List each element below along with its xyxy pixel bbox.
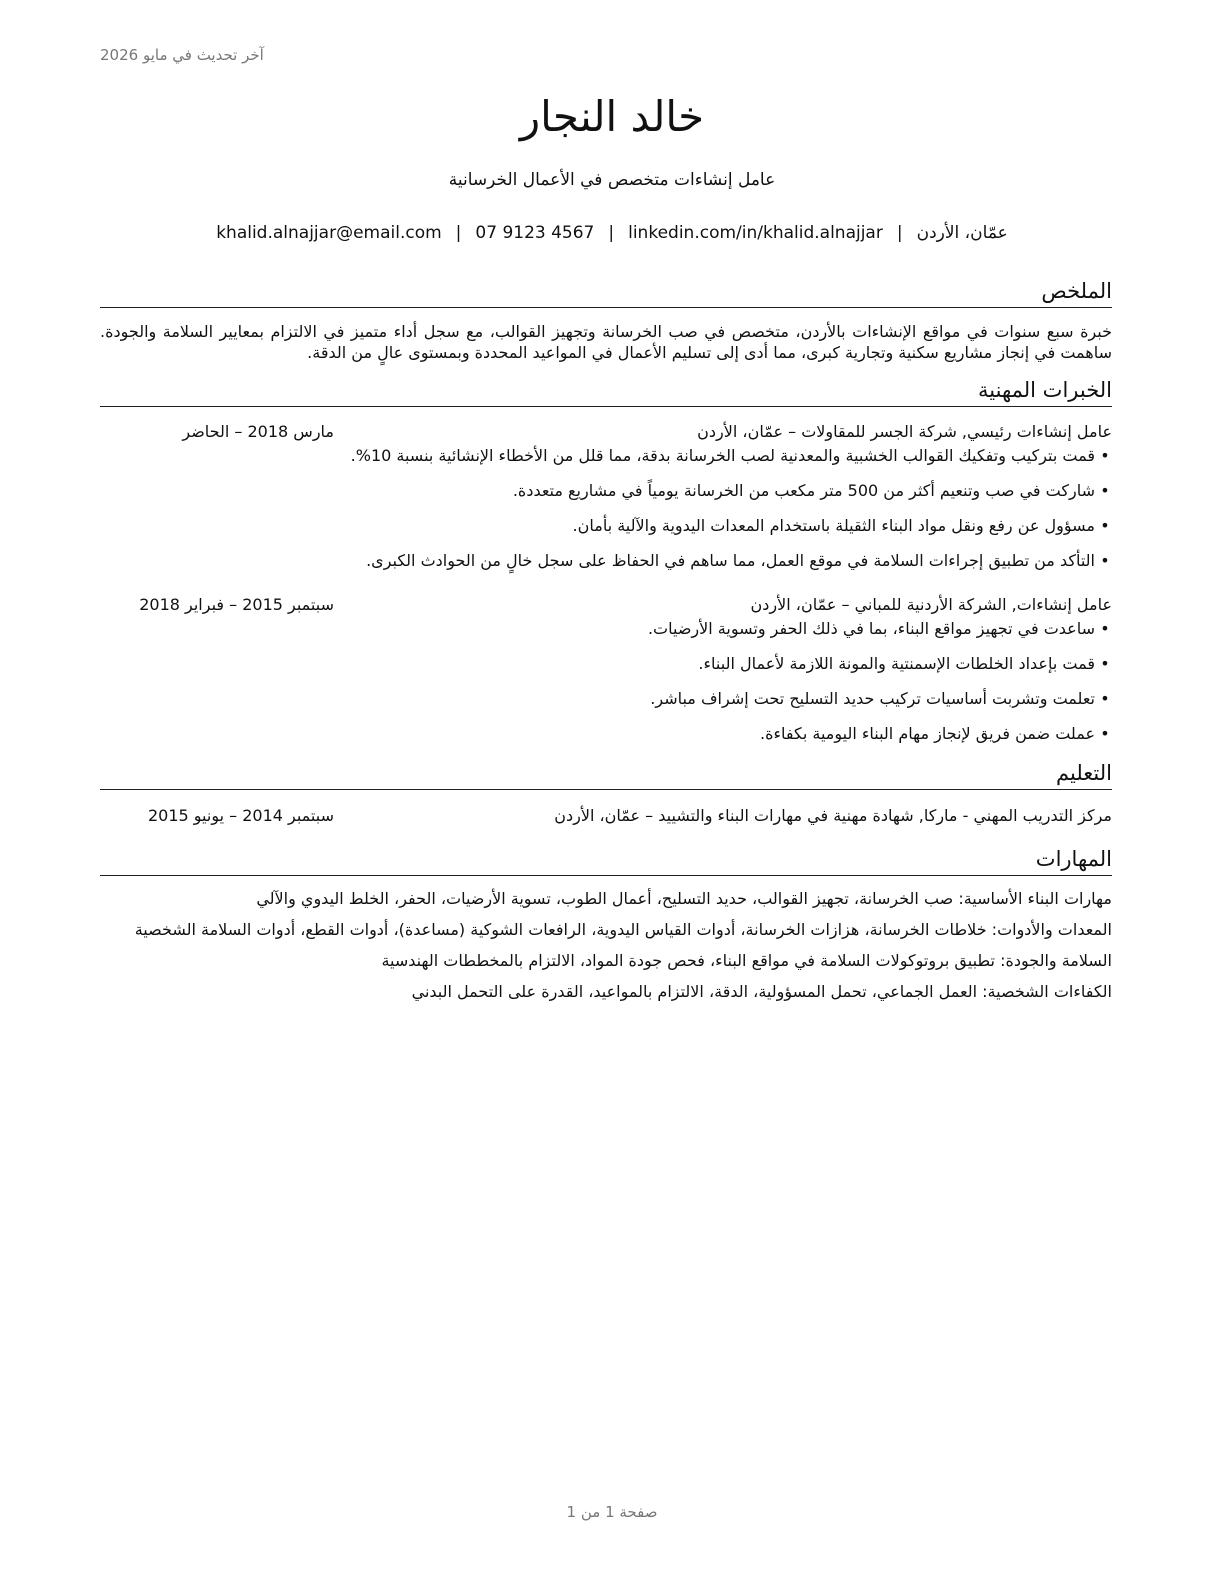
- list-item: [100, 618, 1112, 640]
- bullet-glyph: •: [1100, 481, 1110, 500]
- contact-phone[interactable]: 07 9123 4567: [475, 223, 595, 243]
- education-entry: [100, 802, 1112, 830]
- contact-separator: |: [896, 223, 903, 243]
- list-item: [100, 688, 1112, 710]
- job-bullets: [100, 445, 1112, 572]
- bullet-text: ساعدت في تجهيز مواقع البناء، بما في ذلك الحفر وتسوية الأرضيات.: [647, 619, 1095, 638]
- candidate-title: عامل إنشاءات متخصص في الأعمال الخرسانية: [448, 170, 776, 190]
- job-date: مارس 2018 – الحاضر: [182, 422, 334, 441]
- list-item: [100, 550, 1112, 572]
- job-header: [100, 419, 1112, 445]
- bullet-text: التأكد من تطبيق إجراءات السلامة في موقع العمل، مما ساهم في الحفاظ على سجل خالٍ من الحوادث الكبرى.: [366, 551, 1095, 570]
- bullet-text: قمت بإعداد الخلطات الإسمنتية والمونة اللازمة لأعمال البناء.: [698, 654, 1095, 673]
- skills-heading: المهارات: [100, 844, 1112, 876]
- job-bullets: [100, 618, 1112, 745]
- bullet-glyph: •: [1100, 619, 1110, 638]
- bullet-glyph: •: [1100, 689, 1110, 708]
- contact-location: عمّان، الأردن: [916, 223, 1008, 243]
- list-item: [100, 445, 1112, 467]
- job-header: [100, 592, 1112, 618]
- experience-heading: الخبرات المهنية: [100, 375, 1112, 407]
- bullet-text: عملت ضمن فريق لإنجاز مهام البناء اليومية بكفاءة.: [760, 724, 1095, 743]
- job-role: عامل إنشاءات, الشركة الأردنية للمباني – عمّان، الأردن: [750, 595, 1112, 614]
- list-item: [100, 515, 1112, 537]
- job-entry: [100, 592, 1112, 745]
- education-heading: التعليم: [100, 758, 1112, 790]
- bullet-glyph: •: [1100, 516, 1110, 535]
- contact-email[interactable]: khalid.alnajjar@email.com: [216, 223, 442, 243]
- skill-line: المعدات والأدوات: خلاطات الخرسانة، هزازات الخرسانة، أدوات القياس اليدوية، الرافعات الشوكية (مساعدة)، أدوات القطع، أدوات السلامة الشخصية: [134, 920, 1112, 939]
- job-entry: [100, 419, 1112, 572]
- bullet-glyph: •: [1100, 654, 1110, 673]
- candidate-name: خالد النجار: [519, 92, 705, 141]
- education-date: سبتمبر 2014 – يونيو 2015: [147, 806, 334, 825]
- list-item: [100, 723, 1112, 745]
- bullet-text: مسؤول عن رفع ونقل مواد البناء الثقيلة باستخدام المعدات اليدوية والآلية بأمان.: [572, 516, 1095, 535]
- contact-separator: |: [455, 223, 462, 243]
- list-item: [100, 653, 1112, 675]
- bullet-glyph: •: [1100, 551, 1110, 570]
- bullet-text: قمت بتركيب وتفكيك القوالب الخشبية والمعدنية لصب الخرسانة بدقة، مما قلل من الأخطاء الإنشائية بنسبة 10%.: [350, 446, 1095, 465]
- education-school: مركز التدريب المهني - ماركا, شهادة مهنية في مهارات البناء والتشييد – عمّان، الأردن: [554, 806, 1112, 825]
- page-number: صفحة 1 من 1: [566, 1503, 658, 1521]
- summary-text: خبرة سبع سنوات في مواقع الإنشاءات بالأردن، متخصص في صب الخرسانة وتجهيز القوالب، مع سجل أداء متميز في الالتزام بمعايير السلامة والجودة. ساهمت في إنجاز مشاريع سكنية وتجارية كبرى، مما أدى إلى تسليم الأعمال في المواعيد المحددة وبمستوى عالٍ من الدقة.: [100, 322, 1112, 362]
- skill-line: السلامة والجودة: تطبيق بروتوكولات السلامة في مواقع البناء، فحص جودة المواد، الالتزام بالمخططات الهندسية: [381, 951, 1112, 970]
- skill-line: مهارات البناء الأساسية: صب الخرسانة، تجهيز القوالب، حديد التسليح، أعمال الطوب، تسوية الأرضيات، الحفر، الخلط اليدوي والآلي: [256, 889, 1112, 908]
- summary-heading: الملخص: [100, 276, 1112, 308]
- contact-line: [100, 223, 1124, 243]
- skill-line: الكفاءات الشخصية: العمل الجماعي، تحمل المسؤولية، الدقة، الالتزام بالمواعيد، القدرة على التحمل البدني: [411, 982, 1112, 1001]
- contact-linkedin[interactable]: linkedin.com/in/khalid.alnajjar: [628, 223, 883, 243]
- last-updated: آخر تحديث في مايو 2026: [100, 46, 264, 64]
- list-item: [100, 480, 1112, 502]
- contact-separator: |: [608, 223, 615, 243]
- job-date: سبتمبر 2015 – فبراير 2018: [139, 595, 334, 614]
- resume-content: [100, 276, 1112, 1012]
- bullet-glyph: •: [1100, 446, 1110, 465]
- bullet-glyph: •: [1100, 724, 1110, 743]
- skills-list: [100, 888, 1112, 1002]
- bullet-text: تعلمت وتشربت أساسيات تركيب حديد التسليح تحت إشراف مباشر.: [650, 689, 1095, 708]
- job-role: عامل إنشاءات رئيسي, شركة الجسر للمقاولات – عمّان، الأردن: [697, 422, 1112, 441]
- bullet-text: شاركت في صب وتنعيم أكثر من 500 متر مكعب من الخرسانة يومياً في مشاريع متعددة.: [512, 481, 1095, 500]
